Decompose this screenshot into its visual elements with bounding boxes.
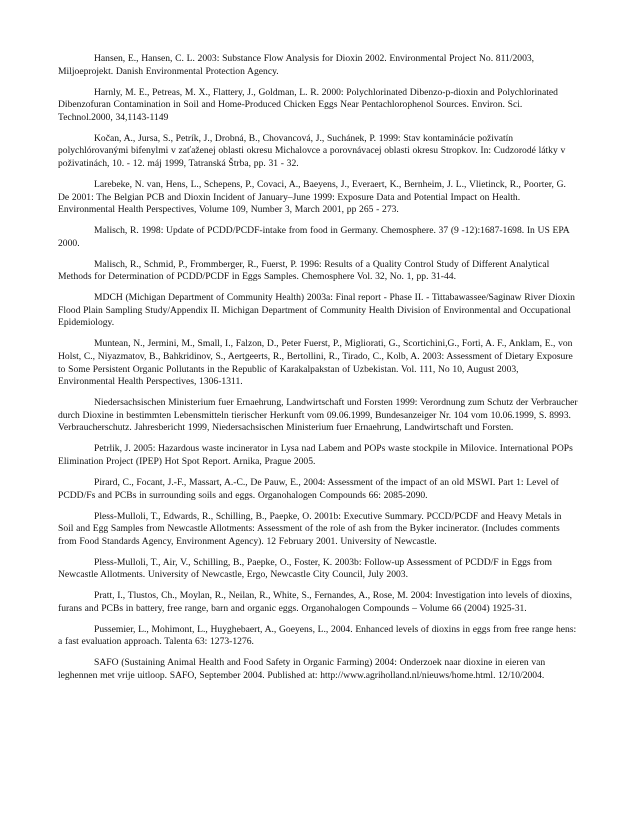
reference-larebeke-2001: Larebeke, N. van, Hens, L., Schepens, P., Covaci, A., Baeyens, J., Everaert, K., Bernheim, J. L., Vlietinck, R., Poorter, G. De 2001: The Belgian PCB and Dioxin Incident of January–June 1999: Exposure Data and Potential Impact on Health. Environmental Health Perspectives, Volume 109, Number 3, March 2001, pp 265 - 273.	[58, 178, 566, 216]
reference-kocan-1999: Kočan, A., Jursa, S., Petrík, J., Drobná, B., Chovancová, J., Suchánek, P. 1999: Stav kontaminácie poživatín polychlórovanými bifenylmi v zaťaženej oblasti okresu Michalovce a porovnávacej oblasti okresu Stropkov. In: Cudzorodé látky v poživatinách, 10. - 12. máj 1999, Tatranská Štrba, pp. 31 - 32.	[58, 132, 566, 169]
reference-malisch-1996: Malisch, R., Schmid, P., Frommberger, R., Fuerst, P. 1996: Results of a Quality Control Study of Different Analytical Methods for Determination of PCDD/PCDF in Eggs Samples. Chemosphere Vol. 32, No. 1, pp. 31-44.	[58, 258, 550, 283]
reference-niedersachsischen-1999: Niedersachsischen Ministerium fuer Ernaehrung, Landwirtschaft und Forsten 1999: Verordnung zum Schutz der Verbraucher durch Dioxine in bestimmten Lebensmitteln tierischer Herkunft vom 09.06.1999, Bundesanzeiger Nr. 104 vom 10.06.1999, S. 8993. Verbraucherschutz. Jahresbericht 1999, Niedersachsischen Ministerium fuer Ernaehrung, Landwirtschaft und Forsten.	[58, 397, 578, 434]
reference-pirard-2004: Pirard, C., Focant, J.-F., Massart, A.-C., De Pauw, E., 2004: Assessment of the impact of an old MSWI. Part 1: Level of PCDD/Fs and PCBs in surrounding soils and eggs. Organohalogen Compounds 66: 2085-2090.	[58, 476, 559, 501]
reference-list	[58, 53, 578, 691]
reference-safo-2004: SAFO (Sustaining Animal Health and Food Safety in Organic Farming) 2004: Onderzoek naar dioxine in eieren van leghennen met vrije uitloop. SAFO, September 2004. Published at: http://www.agriholland.nl/nieuws/home.html. 12/10/2004.	[58, 657, 546, 682]
reference-mdch-2003a: MDCH (Michigan Department of Community Health) 2003a: Final report - Phase II. - Tittabawassee/Saginaw River Dioxin Flood Plain Sampling Study/Appendix II. Michigan Department of Community Health Division of Environmental and Occupational Epidemiology.	[58, 292, 575, 329]
reference-pless-mulloli-2001b: Pless-Mulloli, T., Edwards, R., Schilling, B., Paepke, O. 2001b: Executive Summary. PCCD/PCDF and Heavy Metals in Soil and Egg Samples from Newcastle Allotments: Assessment of the role of ash from the Byker incinerator. (Includes comments from Food Standards Agency, Environment Agency). 12 February 2001. University of Newcastle.	[58, 510, 562, 547]
reference-petrlik-2005: Petrlik, J. 2005: Hazardous waste incinerator in Lysa nad Labem and POPs waste stockpile in Milovice. International POPs Elimination Project (IPEP) Hot Spot Report. Arnika, Prague 2005.	[58, 443, 573, 467]
reference-pless-mulloli-2003b: Pless-Mulloli, T., Air, V., Schilling, B., Paepke, O., Foster, K. 2003b: Follow-up Assessment of PCDD/F in Eggs from Newcastle Allotments. University of Newcastle, Ergo, Newcastle City Council, July 2003.	[58, 556, 553, 581]
reference-hansen-2003: Hansen, E., Hansen, C. L. 2003: Substance Flow Analysis for Dioxin 2002. Environmental Project No. 811/2003, Miljoeprojekt. Danish Environmental Protection Agency.	[58, 53, 535, 77]
reference-pussemier-2004: Pussemier, L., Mohimont, L., Huyghebaert, A., Goeyens, L., 2004. Enhanced levels of dioxins in eggs from free range hens: a fast evaluation approach. Talenta 63: 1273-1276.	[58, 623, 577, 648]
reference-pratt-2004: Pratt, I., Tlustos, Ch., Moylan, R., Neilan, R., White, S., Fernandes, A., Rose, M. 2004: Investigation into levels of dioxins, furans and PCBs in battery, free range, barn and organic eggs. Organohalogen Compounds – Volume 66 (2004) 1925-31.	[58, 590, 573, 614]
reference-harnly-2000: Harnly, M. E., Petreas, M. X., Flattery, J., Goldman, L. R. 2000: Polychlorinated Dibenzo-p-dioxin and Polychlorinated Dibenzofuran Contamination in Soil and Home-Produced Chicken Eggs Near Pentachlorophenol Sources. Environ. Sci. Technol.2000, 34,1143-1149	[58, 86, 558, 123]
reference-muntean-2003: Muntean, N., Jermini, M., Small, I., Falzon, D., Peter Fuerst, P., Migliorati, G., Scortichini,G., Forti, A. F., Anklam, E., von Holst, C., Niyazmatov, B., Bahkridinov, S., Aertgeerts, R., Bertollini, R., Tirado, C., Kolb, A. 2003: Assessment of Dietary Exposure to Some Persistent Organic Pollutants in the Republic of Karakalpakstan of Uzbekistan. Vol. 111, No 10, August 2003, Environmental Health Perspectives, 1306-1311.	[58, 338, 573, 388]
reference-malisch-1998: Malisch, R. 1998: Update of PCDD/PCDF-intake from food in Germany. Chemosphere. 37 (9 -12):1687-1698. In US EPA 2000.	[58, 225, 570, 249]
